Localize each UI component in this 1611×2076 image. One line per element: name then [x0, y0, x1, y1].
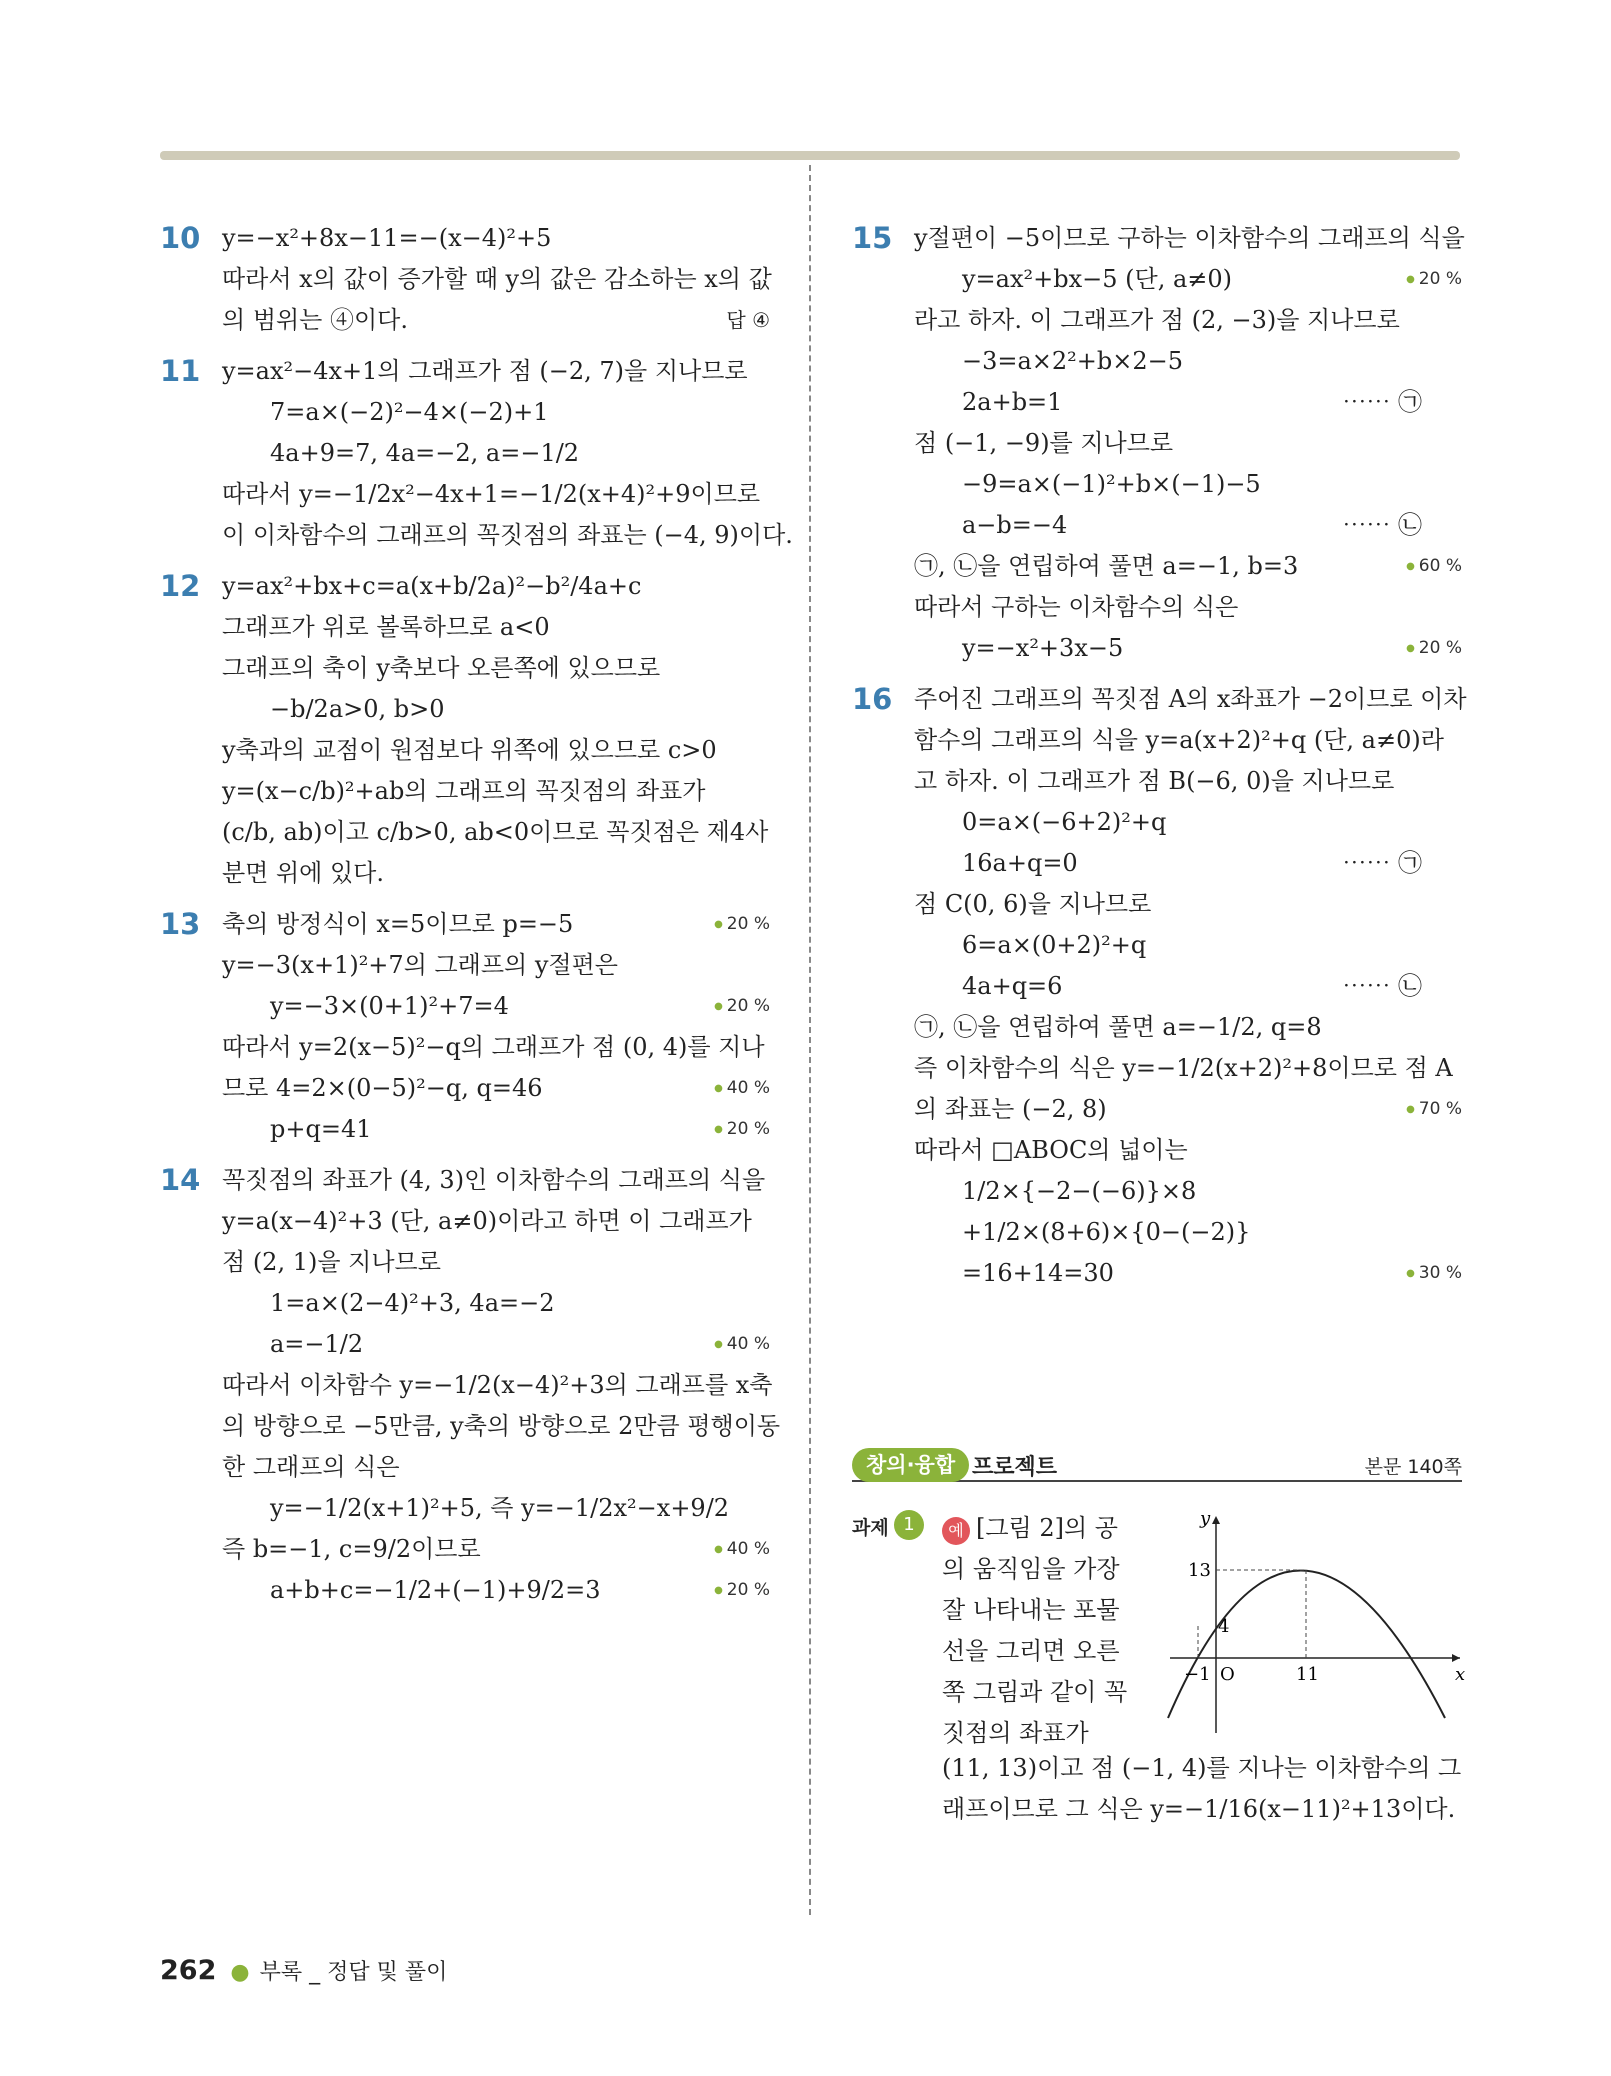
- solution-text: 1/2×{−2−(−6)}×8: [962, 1177, 1197, 1205]
- solution-line: [222, 945, 770, 986]
- problem-12: [160, 566, 770, 894]
- solution-text: 점 (2, 1)을 지나므로: [222, 1248, 441, 1276]
- solution-text: 즉 이차함수의 식은 y=−1/2(x+2)²+8이므로 점 A: [914, 1054, 1453, 1082]
- score-percent: ● 40 %: [714, 1068, 770, 1109]
- solution-text: y절편이 −5이므로 구하는 이차함수의 그래프의 식을: [914, 224, 1465, 252]
- solution-text: 분면 위에 있다.: [222, 859, 384, 887]
- task-line: 짓점의 좌표가: [942, 1719, 1089, 1747]
- solution-text: 고 하자. 이 그래프가 점 B(−6, 0)을 지나므로: [914, 767, 1395, 795]
- right-column: [852, 218, 1467, 1304]
- task-line: (11, 13)이고 점 (−1, 4)를 지나는 이차함수의 그: [942, 1754, 1462, 1782]
- solution-line: [222, 1406, 781, 1447]
- score-percent: ● 20 %: [1406, 259, 1462, 300]
- solution-line: [914, 259, 1462, 300]
- solution-line: [222, 730, 770, 771]
- project-badge: 창의·융합: [852, 1448, 969, 1482]
- solution-line: [222, 474, 770, 515]
- solution-text: y=a(x−4)²+3 (단, a≠0)이라고 하면 이 그래프가: [222, 1207, 752, 1235]
- score-percent: ● 20 %: [714, 1570, 770, 1611]
- solution-text: 2a+b=1: [962, 388, 1063, 416]
- solution-text: 7=a×(−2)²−4×(−2)+1: [270, 398, 549, 426]
- solution-line: [914, 546, 1462, 587]
- solution-line: [914, 679, 1467, 720]
- task-line: 잘 나타내는 포물: [942, 1596, 1120, 1624]
- solution-text: 므로 4=2×(0−5)²−q, q=46: [222, 1074, 543, 1102]
- solution-text: −b/2a>0, b>0: [270, 695, 445, 723]
- task-text-tail: [942, 1748, 1462, 1830]
- solution-line: [914, 966, 1462, 1007]
- solution-line: [222, 1283, 770, 1324]
- solution-text: −9=a×(−1)²+b×(−1)−5: [962, 470, 1261, 498]
- solution-line: [914, 464, 1462, 505]
- solution-text: 주어진 그래프의 꼭짓점 A의 x좌표가 −2이므로 이차: [914, 685, 1467, 713]
- problem-number: 10: [160, 221, 201, 255]
- solution-text: 이 이차함수의 그래프의 꼭짓점의 좌표는 (−4, 9)이다.: [222, 521, 793, 549]
- solution-text: 16a+q=0: [962, 849, 1078, 877]
- solution-text: 함수의 그래프의 식을 y=a(x+2)²+q (단, a≠0)라: [914, 726, 1444, 754]
- solution-text: (c/b, ab)이고 c/b>0, ab<0이므로 꼭짓점은 제4사: [222, 818, 769, 846]
- solution-line: [222, 853, 770, 894]
- x-axis-label: x: [1455, 1664, 1466, 1685]
- solution-text: 즉 b=−1, c=9/2이므로: [222, 1535, 481, 1563]
- solution-text: 1=a×(2−4)²+3, 4a=−2: [270, 1289, 555, 1317]
- tick-x-11: 11: [1296, 1664, 1319, 1685]
- solution-text: 의 방향으로 −5만큼, y축의 방향으로 2만큼 평행이동: [222, 1412, 781, 1440]
- solution-line: [222, 1160, 770, 1201]
- problem-15: [852, 218, 1465, 669]
- solution-line: [222, 607, 770, 648]
- problem-10: [160, 218, 770, 341]
- solution-line: [914, 423, 1462, 464]
- problem-number: 13: [160, 907, 201, 941]
- solution-text: ㉠, ㉡을 연립하여 풀면 a=−1/2, q=8: [914, 1013, 1322, 1041]
- solution-line: [914, 628, 1462, 669]
- solution-line: [914, 884, 1462, 925]
- solution-line: [222, 689, 770, 730]
- solution-text: a=−1/2: [270, 1330, 364, 1358]
- solution-text: 6=a×(0+2)²+q: [962, 931, 1147, 959]
- project-title: 프로젝트: [972, 1455, 1058, 1480]
- solution-line: [914, 761, 1462, 802]
- solution-line: [222, 1027, 770, 1068]
- solution-text: y=(x−c/b)²+ab의 그래프의 꼭짓점의 좌표가: [222, 777, 706, 805]
- solution-line: [222, 904, 770, 945]
- problem-number: 11: [160, 354, 201, 388]
- score-percent: ● 40 %: [714, 1324, 770, 1365]
- solution-line: [914, 587, 1462, 628]
- solution-text: y축과의 교점이 원점보다 위쪽에 있으므로 c>0: [222, 736, 717, 764]
- task-line: 의 움직임을 가장: [942, 1555, 1120, 1583]
- project-page-ref: 본문 140쪽: [1364, 1456, 1462, 1478]
- solution-line: [222, 351, 770, 392]
- solution-line: [222, 1324, 770, 1365]
- equation-marker: ⋯⋯ ㉡: [1342, 511, 1422, 539]
- task-line: 래프이므로 그 식은 y=−1/16(x−11)²+13이다.: [942, 1795, 1456, 1823]
- problem-number: 12: [160, 569, 201, 603]
- solution-text: a−b=−4: [962, 511, 1068, 539]
- solution-line: [914, 1130, 1462, 1171]
- solution-text: y=−x²+3x−5: [962, 634, 1124, 662]
- problem-14: [160, 1160, 781, 1611]
- project-header: [852, 1448, 1462, 1482]
- solution-line: [222, 1068, 770, 1109]
- solution-line: [222, 1488, 770, 1529]
- example-badge: 예: [942, 1517, 970, 1545]
- tick-x-minus1: −1: [1184, 1664, 1211, 1685]
- solution-text: y=−x²+8x−11=−(x−4)²+5: [222, 224, 552, 252]
- solution-line: [914, 218, 1465, 259]
- problem-number: 16: [852, 682, 893, 716]
- solution-line: [914, 300, 1462, 341]
- solution-text: 점 C(0, 6)을 지나므로: [914, 890, 1152, 918]
- solution-line: [914, 720, 1462, 761]
- solution-text: −3=a×2²+b×2−5: [962, 347, 1184, 375]
- solution-line: [914, 1089, 1462, 1130]
- page-number: 262: [160, 1955, 217, 1986]
- top-decor-bar: [160, 151, 1460, 160]
- solution-line: [914, 341, 1462, 382]
- solution-line: [914, 925, 1462, 966]
- solution-text: 꼭짓점의 좌표가 (4, 3)인 이차함수의 그래프의 식을: [222, 1166, 766, 1194]
- parabola-graph: [1160, 1508, 1470, 1738]
- answer-badge: 답 ④: [726, 308, 770, 332]
- problem-13: [160, 904, 770, 1150]
- equation-marker: ⋯⋯ ㉠: [1342, 849, 1422, 877]
- solution-line: [914, 505, 1462, 546]
- problem-number: 14: [160, 1163, 201, 1197]
- solution-line: [914, 1212, 1462, 1253]
- solution-line: [914, 382, 1462, 423]
- solution-line: [222, 300, 770, 341]
- score-percent: ● 60 %: [1406, 546, 1462, 587]
- solution-text: 따라서 □ABOC의 넓이는: [914, 1136, 1188, 1164]
- task-label: 과제: [852, 1517, 889, 1539]
- task-number: 1: [894, 1510, 924, 1540]
- score-percent: ● 20 %: [714, 904, 770, 945]
- solution-line: [222, 259, 770, 300]
- solution-line: [914, 1048, 1462, 1089]
- problem-16: [852, 679, 1467, 1294]
- solution-text: 라고 하자. 이 그래프가 점 (2, −3)을 지나므로: [914, 306, 1400, 334]
- left-column: [160, 218, 793, 1621]
- solution-line: [222, 1201, 770, 1242]
- solution-text: 그래프의 축이 y축보다 오른쪽에 있으므로: [222, 654, 661, 682]
- column-divider: [809, 165, 811, 1915]
- solution-text: y=−3×(0+1)²+7=4: [270, 992, 509, 1020]
- solution-text: 따라서 이차함수 y=−1/2(x−4)²+3의 그래프를 x축: [222, 1371, 773, 1399]
- origin-label: O: [1220, 1664, 1235, 1685]
- solution-text: 따라서 y=2(x−5)²−q의 그래프가 점 (0, 4)를 지나: [222, 1033, 765, 1061]
- solution-text: y=ax²−4x+1의 그래프가 점 (−2, 7)을 지나므로: [222, 357, 748, 385]
- solution-text: 의 좌표는 (−2, 8): [914, 1095, 1107, 1123]
- solution-text: 따라서 y=−1/2x²−4x+1=−1/2(x+4)²+9이므로: [222, 480, 761, 508]
- solution-text: +1/2×(8+6)×{0−(−2)}: [962, 1218, 1251, 1246]
- solution-line: [222, 648, 770, 689]
- score-percent: ● 40 %: [714, 1529, 770, 1570]
- solution-line: [222, 986, 770, 1027]
- solution-line: [914, 1171, 1462, 1212]
- solution-line: [222, 812, 770, 853]
- solution-text: 4a+q=6: [962, 972, 1063, 1000]
- score-percent: ● 70 %: [1406, 1089, 1462, 1130]
- solution-text: a+b+c=−1/2+(−1)+9/2=3: [270, 1576, 601, 1604]
- score-percent: ● 20 %: [1406, 628, 1462, 669]
- solution-text: y=ax²+bx−5 (단, a≠0): [962, 265, 1233, 293]
- solution-line: [222, 1529, 770, 1570]
- solution-text: 의 범위는 ④이다.: [222, 306, 408, 334]
- solution-line: [222, 1570, 770, 1611]
- equation-marker: ⋯⋯ ㉡: [1342, 972, 1422, 1000]
- solution-line: [222, 1447, 770, 1488]
- task-line: 선을 그리면 오른: [942, 1637, 1120, 1665]
- task-line: 쪽 그림과 같이 꼭: [942, 1678, 1128, 1706]
- solution-text: =16+14=30: [962, 1259, 1114, 1287]
- score-percent: ● 20 %: [714, 1109, 770, 1150]
- score-percent: ● 20 %: [714, 986, 770, 1027]
- solution-line: [222, 566, 770, 607]
- solution-text: p+q=41: [270, 1115, 372, 1143]
- solution-text: 따라서 x의 값이 증가할 때 y의 값은 감소하는 x의 값: [222, 265, 772, 293]
- solution-line: [914, 843, 1462, 884]
- problem-number: 15: [852, 221, 893, 255]
- solution-line: [222, 1365, 773, 1406]
- y-axis-arrow: [1212, 1516, 1220, 1524]
- solution-text: 0=a×(−6+2)²+q: [962, 808, 1167, 836]
- solution-text: 4a+9=7, 4a=−2, a=−1/2: [270, 439, 580, 467]
- solution-text: 그래프가 위로 볼록하므로 a<0: [222, 613, 550, 641]
- solution-line: [222, 1242, 770, 1283]
- x-axis-arrow: [1452, 1654, 1460, 1662]
- solution-line: [222, 433, 770, 474]
- task-line: [그림 2]의 공: [976, 1514, 1118, 1542]
- task-text: [942, 1508, 1132, 1754]
- equation-marker: ⋯⋯ ㉠: [1342, 388, 1422, 416]
- solution-line: [222, 392, 770, 433]
- score-percent: ● 30 %: [1406, 1253, 1462, 1294]
- solution-line: [222, 1109, 770, 1150]
- problem-11: [160, 351, 793, 556]
- solution-line: [914, 1253, 1462, 1294]
- solution-text: ㉠, ㉡을 연립하여 풀면 a=−1, b=3: [914, 552, 1299, 580]
- solution-text: 한 그래프의 식은: [222, 1453, 400, 1481]
- solution-line: [222, 771, 770, 812]
- y-axis-label: y: [1200, 1508, 1211, 1529]
- footer-text: 부록 _ 정답 및 풀이: [259, 1960, 448, 1985]
- solution-line: [222, 515, 793, 556]
- tick-y-13: 13: [1188, 1560, 1211, 1581]
- solution-text: 점 (−1, −9)를 지나므로: [914, 429, 1174, 457]
- tick-y-4: 4: [1218, 1616, 1230, 1637]
- solution-text: y=−3(x+1)²+7의 그래프의 y절편은: [222, 951, 618, 979]
- solution-line: [914, 802, 1462, 843]
- solution-line: [222, 218, 770, 259]
- solution-text: 축의 방정식이 x=5이므로 p=−5: [222, 910, 574, 938]
- footer-dot: ●: [230, 1960, 250, 1985]
- solution-text: y=−1/2(x+1)²+5, 즉 y=−1/2x²−x+9/2: [270, 1494, 730, 1522]
- page-footer: [160, 1955, 447, 1986]
- solution-text: 따라서 구하는 이차함수의 식은: [914, 593, 1239, 621]
- solution-text: y=ax²+bx+c=a(x+b/2a)²−b²/4a+c: [222, 572, 642, 600]
- solution-line: [914, 1007, 1462, 1048]
